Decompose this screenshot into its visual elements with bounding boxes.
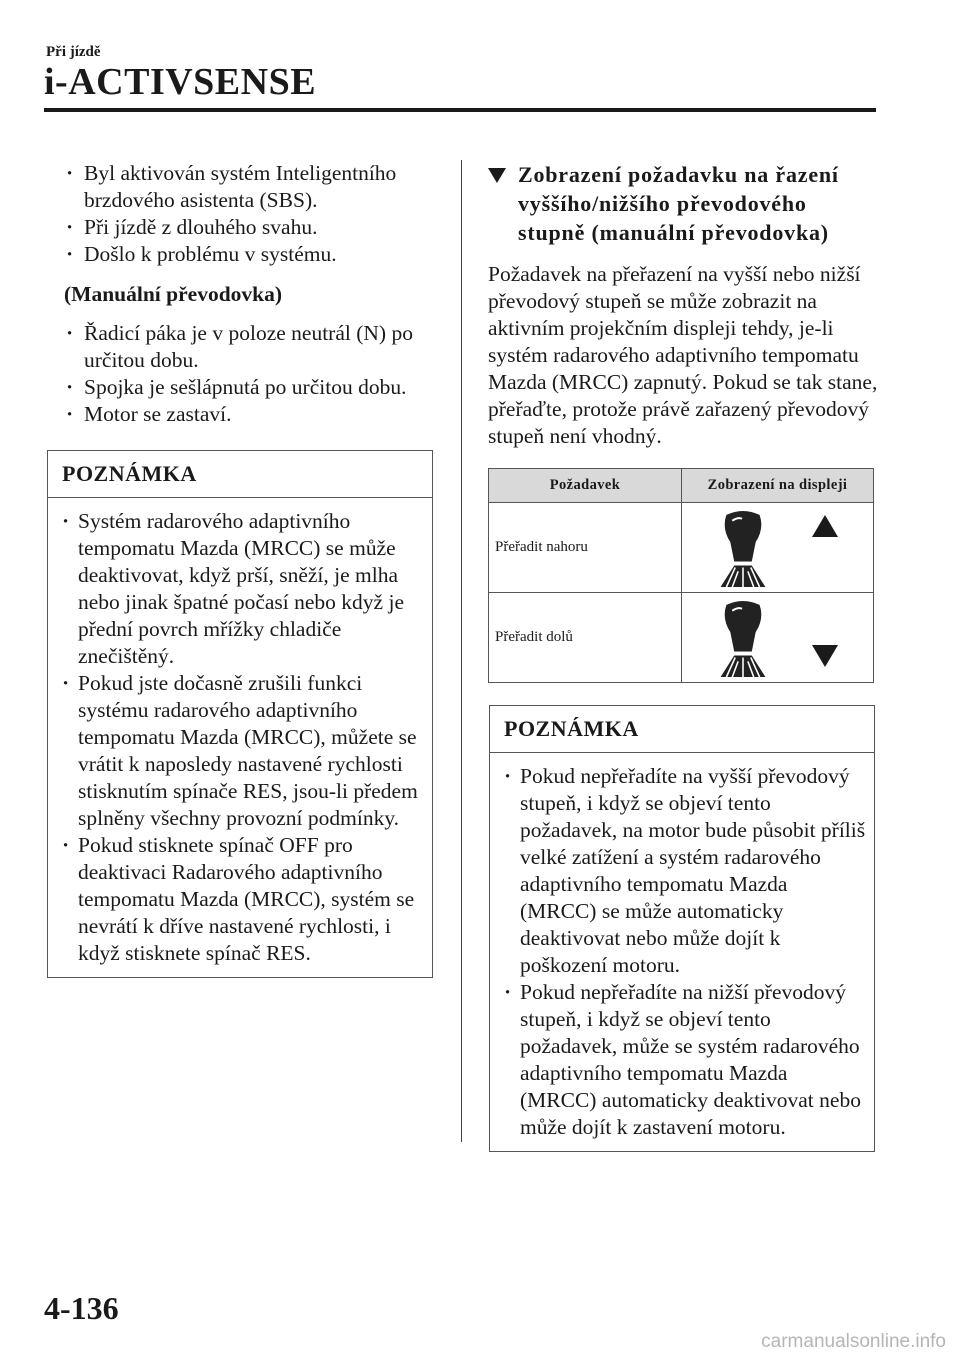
table-cell: Přeřadit nahoru bbox=[489, 503, 682, 593]
watermark: carmanualsonline.info bbox=[761, 1331, 946, 1352]
shift-down-display bbox=[682, 593, 872, 682]
list-item: · Pokud nepřeřadíte na vyšší převodový stupeň, i když se objeví tento požadavek, na motor bude působit příliš velké zatížení a systém radarového adaptivního tempomatu Mazda (MRCC) se může automaticky deaktivovat nebo může dojít k poškození motoru. bbox=[490, 763, 866, 979]
list-item: · Systém radarového adaptivního tempomatu Mazda (MRCC) se může deaktivovat, když prší, sněží, je mlha nebo jinak špatné počasí nebo když je přední povrch mřížky chladiče znečištěný. bbox=[48, 508, 424, 670]
table-header-row bbox=[489, 469, 874, 503]
gear-knob-icon bbox=[718, 509, 768, 587]
header-rule bbox=[44, 108, 876, 112]
list-item: · Pokud jste dočasně zrušili funkci systému radarového adaptivního tempomatu Mazda (MRCC), můžete se vrátit k naposledy nastavené rychlosti stisknutím spínače RES, jsou-li předem splněny všechny provozní podmínky. bbox=[48, 670, 424, 832]
list-item: · Motor se zastaví. bbox=[46, 401, 436, 428]
note-list bbox=[48, 498, 432, 977]
body-paragraph: Požadavek na přeřazení na vyšší nebo nižší převodový stupeň se může zobrazit na aktivním projekčním displeji tehdy, je-li systém radarového adaptivního tempomatu Mazda (MRCC) zapnutý. Pokud se tak stane, přeřaďte, protože právě zařazený převodový stupeň není vhodný. bbox=[488, 262, 878, 448]
page-number: 4-136 bbox=[44, 1290, 119, 1326]
right-column bbox=[488, 160, 878, 1152]
table-header: Požadavek bbox=[489, 469, 682, 503]
shift-down-icon bbox=[812, 645, 838, 667]
list-item: · Pokud stisknete spínač OFF pro deaktivaci Radarového adaptivního tempomatu Mazda (MRCC), systém se nevrátí k dříve nastavené rychlosti, i když stisknete spínač RES. bbox=[48, 832, 424, 967]
shift-up-icon bbox=[812, 515, 838, 537]
left-column bbox=[46, 160, 436, 978]
table-cell bbox=[682, 593, 874, 683]
table-header: Zobrazení na displeji bbox=[682, 469, 874, 503]
table-row bbox=[489, 503, 874, 593]
shift-up-display bbox=[682, 503, 872, 592]
table-row bbox=[489, 593, 874, 683]
list-item: · Pokud nepřeřadíte na nižší převodový stupeň, i když se objeví tento požadavek, může se systém radarového adaptivního tempomatu Mazda (MRCC) automaticky deaktivovat nebo může dojít k zastavení motoru. bbox=[490, 979, 866, 1141]
list-item: · Při jízdě z dlouhého svahu. bbox=[46, 214, 436, 241]
section-label: Při jízdě bbox=[46, 44, 101, 60]
note-box bbox=[489, 705, 875, 1152]
note-box bbox=[47, 450, 433, 978]
list-item: · Byl aktivován systém Inteligentního brzdového asistenta (SBS). bbox=[46, 160, 436, 214]
list-item: · Řadicí páka je v poloze neutrál (N) po určitou dobu. bbox=[46, 320, 436, 374]
shift-request-table bbox=[488, 468, 874, 683]
note-title: POZNÁMKA bbox=[48, 451, 432, 498]
triangle-marker-icon bbox=[488, 168, 506, 183]
section-heading-text: Zobrazení požadavku na řazení vyššího/nižšího převodového stupně (manuální převodovka) bbox=[518, 162, 839, 245]
page-title: i-ACTIVSENSE bbox=[44, 61, 317, 103]
table-cell: Přeřadit dolů bbox=[489, 593, 682, 683]
manual-condition-list bbox=[46, 320, 436, 428]
list-item: · Došlo k problému v systému. bbox=[46, 241, 436, 268]
note-title: POZNÁMKA bbox=[490, 706, 874, 753]
gear-knob-icon bbox=[718, 599, 768, 677]
table-cell bbox=[682, 503, 874, 593]
note-list bbox=[490, 753, 874, 1151]
section-heading bbox=[488, 160, 878, 247]
column-divider bbox=[461, 160, 462, 1142]
list-item: · Spojka je sešlápnutá po určitou dobu. bbox=[46, 374, 436, 401]
condition-list bbox=[46, 160, 436, 268]
manual-transmission-subhead: (Manuální převodovka) bbox=[64, 282, 283, 306]
